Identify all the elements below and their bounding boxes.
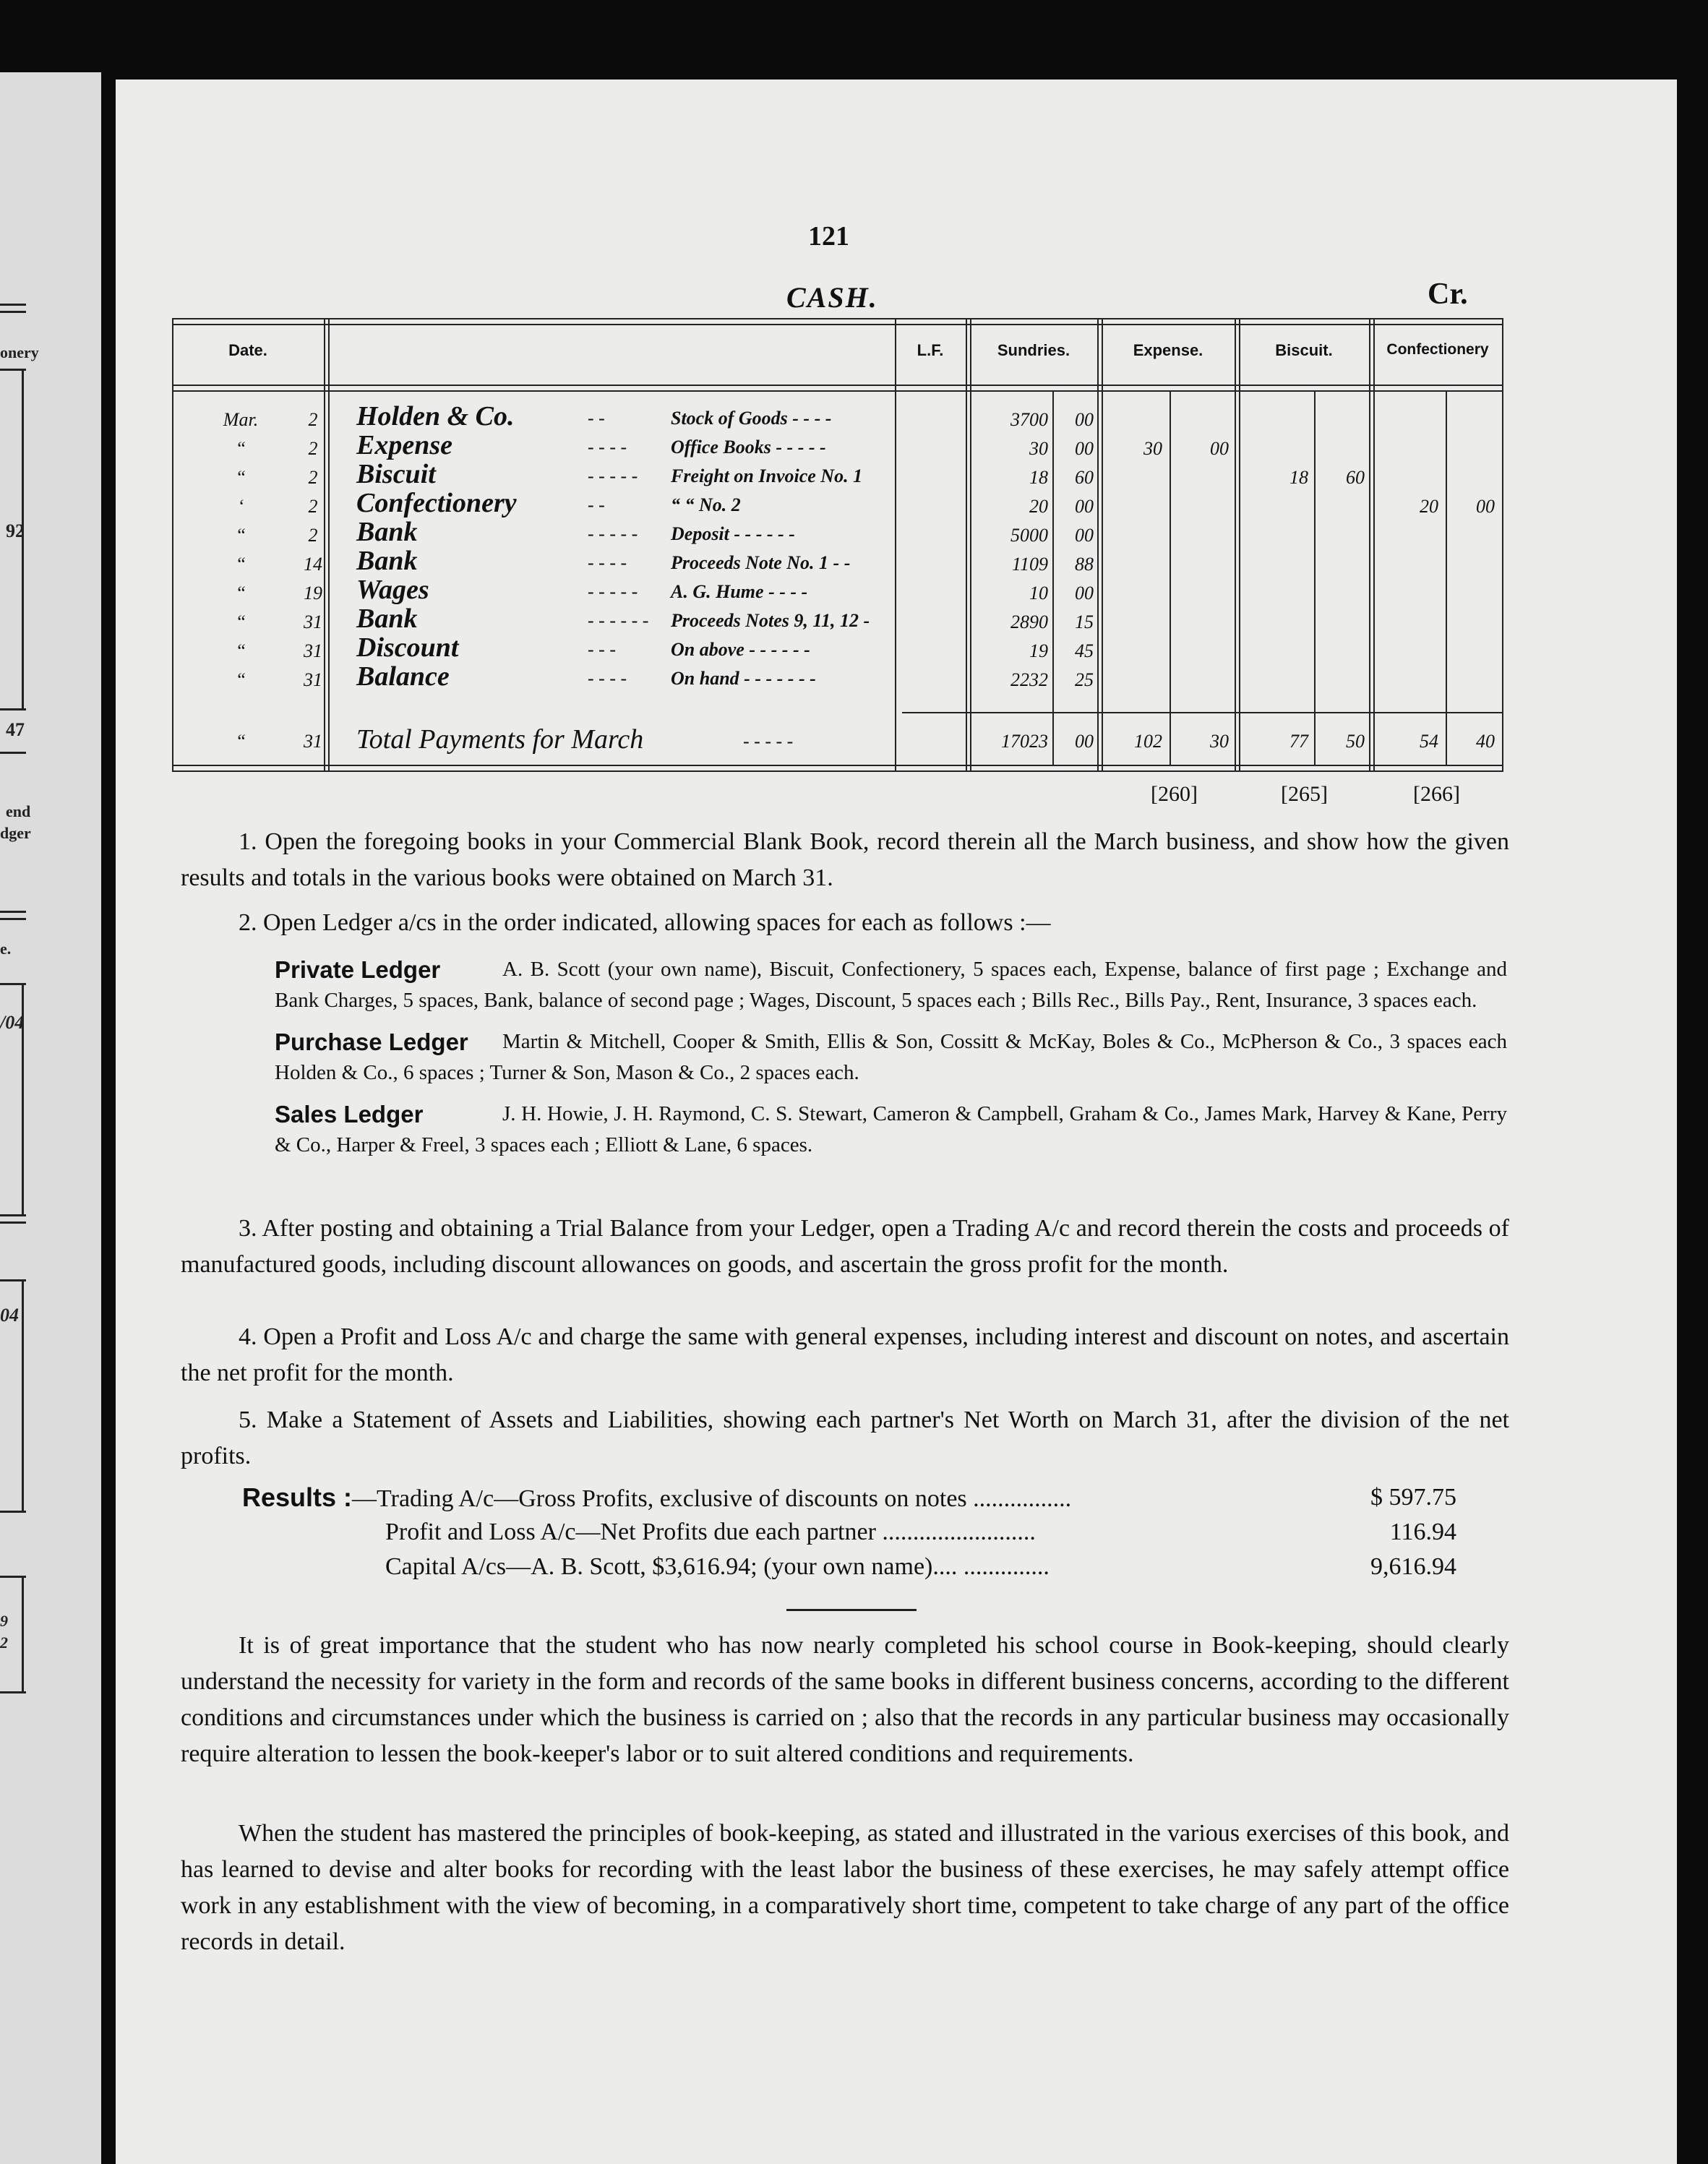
- ledger-spaces-list: [275, 954, 1507, 1168]
- results-text: Profit and Loss A/c—Net Profits due each partner .........................: [385, 1519, 1036, 1545]
- fragment-text: end: [6, 802, 31, 820]
- table-rule: [895, 318, 896, 770]
- purchase-ledger-label: Purchase Ledger: [275, 1029, 468, 1055]
- entry-leader: - - - - -: [588, 581, 638, 602]
- entry-day: 2: [308, 467, 318, 488]
- rule: [22, 1279, 24, 1511]
- entry-month: “: [235, 438, 246, 459]
- amount-conf-c: 40: [1476, 731, 1495, 752]
- amount-sund-d: 2232: [1010, 669, 1048, 690]
- amount-bis-d: 18: [1289, 467, 1308, 488]
- entry-leader: - - - - -: [588, 523, 638, 544]
- amount-exp-d: 102: [1134, 731, 1162, 752]
- ledger-ref-confectionery: [266]: [1413, 782, 1460, 806]
- entry-month: “: [235, 611, 246, 632]
- closing-paragraph-2: When the student has mastered the principles of book-keeping, as stated and illustrated in the various exercises of this book, and has learned to devise and alter books for recording with the least labor the business of these exercises, he may safely attempt office work in any establishment with the view of becoming, in a comparatively short time, competent to take charge of any part of the office records in detail.: [181, 1820, 1509, 1955]
- entry-description: Office Books - - - - -: [671, 437, 826, 458]
- entry-month: “: [235, 669, 246, 690]
- sales-ledger-label: Sales Ledger: [275, 1101, 424, 1128]
- entry-day: 2: [308, 525, 318, 546]
- entry-day: 31: [304, 640, 322, 661]
- amount-sund-d: 5000: [1010, 525, 1048, 546]
- amount-sund-d: 19: [1029, 640, 1048, 661]
- fragment-text: /04: [0, 1012, 25, 1033]
- table-rule: [1373, 318, 1375, 770]
- amount-bis-c: 60: [1346, 467, 1365, 488]
- entry-leader: - - - -: [588, 668, 627, 689]
- header-sundries: Sundries.: [997, 341, 1070, 359]
- amount-sund-c: 00: [1075, 525, 1094, 546]
- results-line: [242, 1515, 1456, 1550]
- sales-ledger-entry: [275, 1099, 1507, 1161]
- fragment-text: 47: [6, 719, 25, 740]
- rule: [22, 983, 24, 1214]
- entry-month: ‘: [237, 496, 244, 517]
- amount-sund-c: 25: [1075, 669, 1094, 690]
- table-rule: [1102, 318, 1103, 770]
- amount-bis-d: 77: [1289, 731, 1308, 752]
- rule: [0, 1511, 26, 1513]
- closing-paragraph-1: It is of great importance that the student who has now nearly completed his school course in Book-keeping, should clearly understand the necessity for variety in the form and records of the same books in different business concerns, according to the different conditions and circumstances under which the business is carried on ; also that the records in any particular business may occasionally require alteration to lessen the book-keeper's labor or to suit altered conditions and requirements.: [181, 1632, 1509, 1767]
- amount-sund-c: 88: [1075, 554, 1094, 575]
- entry-description: A. G. Hume - - - -: [671, 581, 808, 602]
- book-title: CASH.: [786, 281, 878, 314]
- page-number: 121: [808, 221, 849, 252]
- fragment-text: onery: [0, 343, 39, 361]
- table-rule: [966, 318, 967, 770]
- entry-month: “: [235, 467, 246, 488]
- entry-day: 2: [308, 496, 318, 517]
- entry-account: Wages: [356, 575, 429, 605]
- total-month: “: [235, 731, 246, 752]
- entry-month: “: [235, 554, 246, 575]
- fragment-text: 92: [6, 520, 25, 541]
- amount-sund-d: 18: [1029, 467, 1048, 488]
- entry-account: Bank: [356, 604, 418, 634]
- previous-page-edge: [0, 72, 101, 2164]
- entry-description: Stock of Goods - - - -: [671, 408, 832, 429]
- rule: [22, 369, 24, 708]
- entry-leader: - - - - -: [588, 465, 638, 486]
- fragment-text: dger: [0, 824, 31, 842]
- entry-account: Holden & Co.: [356, 401, 515, 431]
- results-heading: Results :: [242, 1482, 353, 1512]
- instruction-2: 2. Open Ledger a/cs in the order indicated, allowing spaces for each as follows :—: [239, 909, 1051, 936]
- results-amount: 116.94: [1389, 1519, 1456, 1545]
- rule: [0, 304, 26, 306]
- entry-description: “ “ No. 2: [671, 494, 741, 515]
- amount-sund-d: 17023: [1001, 731, 1048, 752]
- amount-conf-d: 20: [1420, 496, 1438, 517]
- entry-leader: - - - -: [588, 552, 627, 573]
- table-rule: [172, 385, 1503, 386]
- fragment-text: 9: [0, 1612, 8, 1630]
- entry-day: 14: [304, 554, 322, 575]
- table-rule: [1446, 390, 1447, 766]
- rule: [0, 1214, 26, 1216]
- rule: [0, 1221, 26, 1224]
- section-divider: [786, 1609, 917, 1611]
- table-rule: [1239, 318, 1240, 770]
- purchase-ledger-entry: [275, 1026, 1507, 1089]
- entry-leader: - -: [588, 494, 605, 515]
- results-amount: 9,616.94: [1370, 1553, 1456, 1580]
- results-line: [242, 1550, 1456, 1584]
- entry-day: 19: [304, 583, 322, 604]
- amount-sund-c: 15: [1075, 611, 1094, 632]
- entry-day: 31: [304, 669, 322, 690]
- entry-account: Bank: [356, 517, 418, 547]
- amount-sund-d: 20: [1029, 496, 1048, 517]
- entry-day: 2: [308, 438, 318, 459]
- rule: [22, 1576, 24, 1691]
- entry-account: Balance: [356, 661, 450, 692]
- entry-account: Biscuit: [356, 459, 436, 489]
- amount-sund-d: 3700: [1010, 409, 1048, 430]
- amount-conf-d: 54: [1420, 731, 1438, 752]
- table-rule: [1502, 318, 1503, 770]
- rule: [0, 708, 26, 710]
- results-line: [242, 1480, 1456, 1515]
- table-rule: [1314, 390, 1316, 766]
- table-rule: [172, 770, 1503, 772]
- amount-sund-c: 60: [1075, 467, 1094, 488]
- instruction-5: 5. Make a Statement of Assets and Liabilities, showing each partner's Net Worth on March 31, after the division of the net profits.: [181, 1407, 1509, 1469]
- rule: [0, 311, 26, 313]
- ledger-ref-expense: [260]: [1151, 782, 1198, 806]
- instruction-1: 1. Open the foregoing books in your Commercial Blank Book, record therein all the March business, and show how the given results and totals in the various books were obtained on March 31.: [181, 828, 1509, 891]
- fragment-text: 04: [0, 1305, 19, 1326]
- instruction-4: 4. Open a Profit and Loss A/c and charge the same with general expenses, including interest and discount on notes, and ascertain the net profit for the month.: [181, 1323, 1509, 1386]
- credit-side-mark: Cr.: [1428, 278, 1468, 311]
- rule: [0, 1691, 26, 1693]
- header-confectionery: Confectionery: [1386, 341, 1489, 358]
- amount-exp-c: 30: [1210, 731, 1229, 752]
- amount-sund-c: 00: [1075, 438, 1094, 459]
- instruction-3: 3. After posting and obtaining a Trial Balance from your Ledger, open a Trading A/c and record therein the costs and proceeds of manufactured goods, including discount allowances on goods, and ascertain the gross profit for the month.: [181, 1215, 1509, 1278]
- table-rule: [1097, 318, 1099, 770]
- entry-leader: - -: [588, 408, 605, 429]
- total-leader: - - - - -: [743, 731, 794, 752]
- amount-sund-c: 45: [1075, 640, 1094, 661]
- amount-exp-c: 00: [1210, 438, 1229, 459]
- private-ledger-label: Private Ledger: [275, 956, 441, 983]
- rule: [0, 918, 26, 920]
- entry-month: “: [235, 583, 246, 604]
- header-lf: L.F.: [917, 341, 944, 359]
- table-rule: [172, 765, 1503, 766]
- entry-leader: - - - - - -: [588, 610, 649, 631]
- total-day: 31: [304, 731, 322, 752]
- entry-description: Proceeds Notes 9, 11, 12 -: [671, 610, 870, 631]
- entry-month: “: [235, 525, 246, 546]
- amount-conf-c: 00: [1476, 496, 1495, 517]
- results-text: Capital A/cs—A. B. Scott, $3,616.94; (your own name).... ..............: [385, 1553, 1050, 1580]
- sales-ledger-text: J. H. Howie, J. H. Raymond, C. S. Stewart, Cameron & Campbell, Graham & Co., James Mark, Harvey & Kane, Perry & Co., Harper & Freel, 3 spaces each ; Elliott & Lane, 6 spaces.: [275, 1102, 1507, 1156]
- table-rule: [172, 318, 173, 770]
- table-rule: [1235, 318, 1236, 770]
- entry-description: On above - - - - - -: [671, 639, 810, 660]
- entry-month: Mar.: [223, 409, 259, 430]
- table-rule: [172, 390, 1503, 392]
- private-ledger-entry: [275, 954, 1507, 1016]
- results-text: —Trading A/c—Gross Profits, exclusive of discounts on notes ................: [352, 1485, 1072, 1512]
- cash-book-table: [172, 318, 1506, 781]
- amount-bis-c: 50: [1346, 731, 1365, 752]
- entry-month: “: [235, 640, 246, 661]
- entry-account: Expense: [356, 430, 452, 460]
- amount-sund-c: 00: [1075, 583, 1094, 604]
- entry-leader: - - - -: [588, 437, 627, 458]
- fragment-text: 2: [0, 1633, 8, 1652]
- table-rule: [172, 318, 1503, 319]
- amount-sund-d: 30: [1029, 438, 1048, 459]
- entry-account: Discount: [356, 632, 459, 663]
- header-expense: Expense.: [1133, 341, 1203, 359]
- entry-day: 31: [304, 611, 322, 632]
- header-date: Date.: [228, 341, 267, 359]
- private-ledger-text: A. B. Scott (your own name), Biscuit, Confectionery, 5 spaces each, Expense, balance of first page ; Exchange and Bank Charges, 5 spaces, Bank, balance of second page ; Wages, Discount, 5 spaces each ; Bills Rec., Bills Pay., Rent, Insurance, 3 spaces each.: [275, 958, 1507, 1012]
- table-rule: [172, 324, 1503, 325]
- results-block: [242, 1480, 1456, 1584]
- rule: [0, 752, 26, 754]
- entry-account: Confectionery: [356, 488, 517, 518]
- table-rule: [1369, 318, 1370, 770]
- amount-sund-d: 2890: [1010, 611, 1048, 632]
- entry-description: Proceeds Note No. 1 - -: [671, 552, 851, 573]
- ledger-ref-biscuit: [265]: [1281, 782, 1328, 806]
- rule: [0, 911, 26, 913]
- amount-sund-c: 00: [1075, 731, 1094, 752]
- entry-account: Bank: [356, 546, 418, 576]
- amount-sund-d: 1109: [1011, 554, 1048, 575]
- header-biscuit: Biscuit.: [1275, 341, 1333, 359]
- results-amount: $ 597.75: [1370, 1484, 1456, 1511]
- entry-day: 2: [308, 409, 318, 430]
- entry-leader: - - -: [588, 639, 616, 660]
- amount-sund-c: 00: [1075, 409, 1094, 430]
- purchase-ledger-text: Martin & Mitchell, Cooper & Smith, Ellis & Son, Cossitt & McKay, Boles & Co., McPherson & Co., 3 spaces each Holden & Co., 6 spaces ; Turner & Son, Mason & Co., 2 spaces each.: [275, 1030, 1507, 1084]
- entry-description: Freight on Invoice No. 1: [671, 465, 863, 486]
- entry-description: On hand - - - - - - -: [671, 668, 816, 689]
- amount-sund-c: 00: [1075, 496, 1094, 517]
- fragment-text: e.: [0, 940, 12, 958]
- entry-description: Deposit - - - - - -: [671, 523, 795, 544]
- amount-exp-d: 30: [1143, 438, 1162, 459]
- table-rule: [902, 712, 1503, 713]
- total-label: Total Payments for March: [356, 724, 644, 755]
- amount-sund-d: 10: [1029, 583, 1048, 604]
